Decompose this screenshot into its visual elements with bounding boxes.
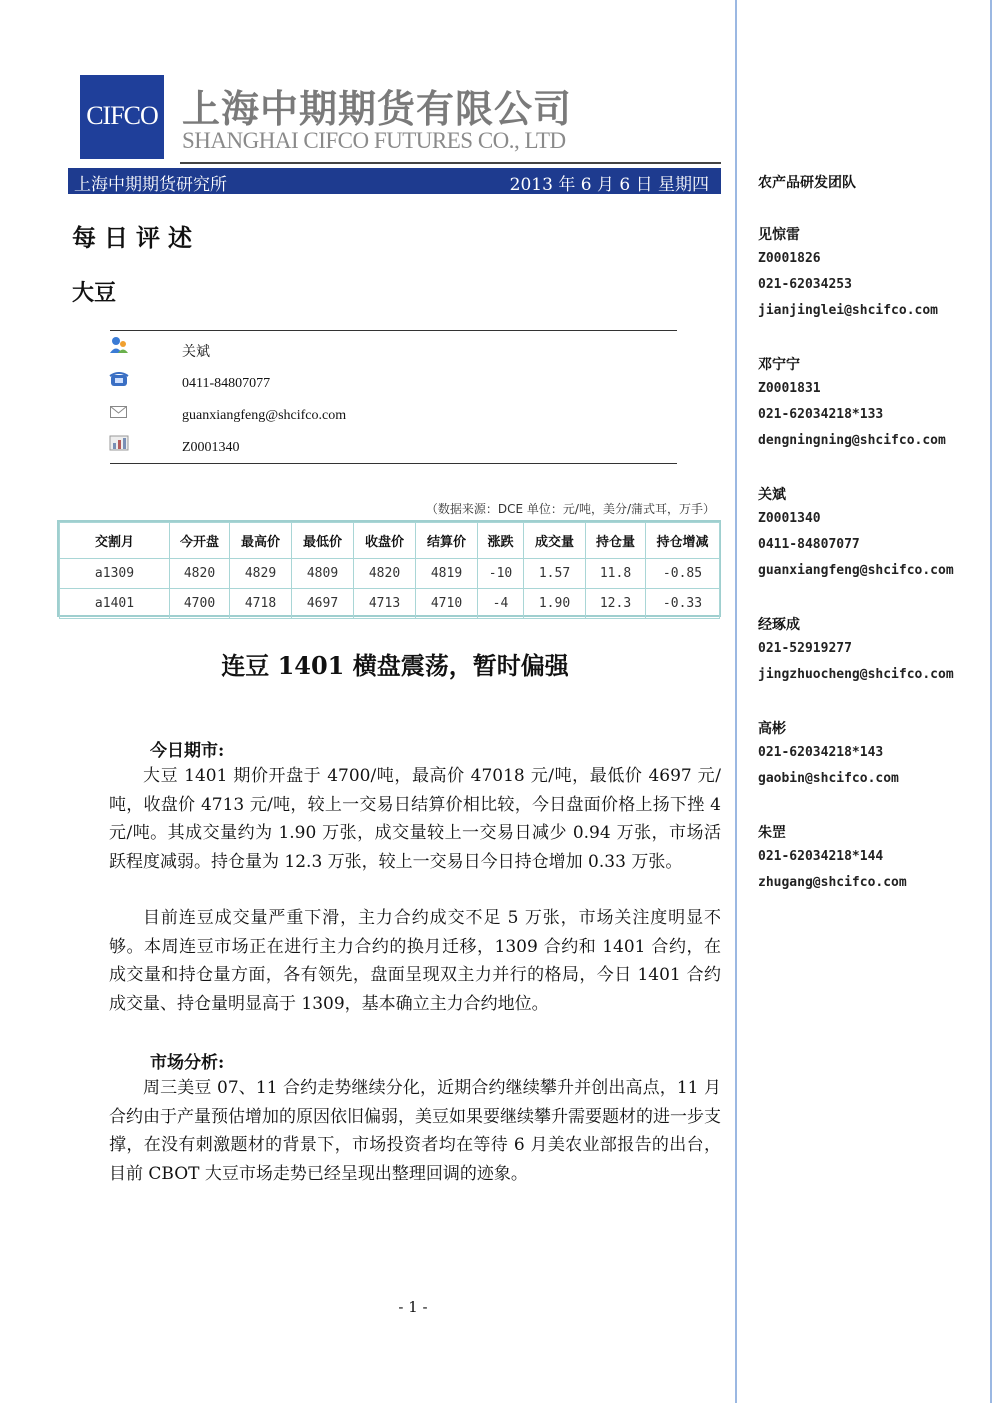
commodity-title: 大豆	[72, 280, 117, 306]
table-cell: -10	[478, 559, 524, 589]
header-bar	[68, 168, 721, 194]
team-member-name: 关斌	[758, 487, 786, 503]
logo-text: CIFCO	[86, 101, 158, 130]
team-member-name: 见惊雷	[758, 227, 800, 243]
table-cell: a1401	[60, 589, 170, 619]
table-header: 结算价	[416, 523, 478, 559]
table-header: 成交量	[524, 523, 586, 559]
table-header-row	[60, 523, 720, 559]
table-cell: 1.57	[524, 559, 586, 589]
table-cell: -0.85	[646, 559, 720, 589]
table-header: 今开盘	[170, 523, 230, 559]
team-member-phone: 0411-84807077	[758, 537, 860, 552]
company-name-cn: 上海中期期货有限公司	[182, 87, 573, 131]
table-cell: 4820	[354, 559, 416, 589]
table-row	[60, 589, 720, 619]
subheading-today: 今日期市:	[150, 741, 225, 761]
team-member-name: 高彬	[758, 721, 786, 737]
table-cell: 4809	[292, 559, 354, 589]
company-logo	[80, 75, 164, 159]
table-header: 涨跌	[478, 523, 524, 559]
analyst-name: 关斌	[182, 345, 210, 360]
table-cell: a1309	[60, 559, 170, 589]
table-cell: 4713	[354, 589, 416, 619]
table-cell: 4820	[170, 559, 230, 589]
table-header: 收盘价	[354, 523, 416, 559]
team-member-name: 经琢成	[758, 617, 800, 633]
team-member-email[interactable]: jianjinglei@shcifco.com	[758, 303, 939, 318]
team-member-license: Z0001826	[758, 251, 821, 266]
team-sidebar	[735, 0, 992, 1403]
team-member-phone: 021-62034218*143	[758, 745, 884, 760]
table-cell: 4710	[416, 589, 478, 619]
institute-name: 上海中期期货研究所	[74, 175, 227, 195]
person-icon	[109, 336, 129, 352]
table-cell: 4819	[416, 559, 478, 589]
table-source-note: （数据来源：DCE 单位：元/吨，美分/蒲式耳，万手）	[425, 502, 715, 516]
paragraph-today: 大豆 1401 期价开盘于 4700/吨，最高价 47018 元/吨，最低价 4697 元/吨，收盘价 4713 元/吨，较上一交易日结算价相比较，今日盘面价格上扬下挫 4 元/吨。其成交量约为 1.90 万张，成交量较上一交易日减少 0.94 万张，市场活跃程度减弱。持仓量为 12.3 万张，较上一交易日今日持仓增加 0.33 万张。	[109, 766, 721, 873]
team-member-phone: 021-52919277	[758, 641, 852, 656]
email-icon	[109, 404, 129, 420]
table-cell: 4829	[230, 559, 292, 589]
team-member-license: Z0001831	[758, 381, 821, 396]
quote-table	[57, 520, 721, 617]
paragraph-analysis: 周三美豆 07、11 合约走势继续分化，近期合约继续攀升并创出高点，11 月合约由于产量预估增加的原因依旧偏弱，美豆如果要继续攀升需要题材的进一步支撑，在没有刺激题材的背景下，市场投资者均在等待 6 月美农业部报告的出台，目前 CBOT 大豆市场走势已经呈现出整理回调的迹象。	[109, 1078, 721, 1185]
table-cell: 4700	[170, 589, 230, 619]
team-member-email[interactable]: guanxiangfeng@shcifco.com	[758, 563, 954, 578]
report-date: 2013 年 6 月 6 日 星期四	[509, 175, 709, 195]
analyst-license: Z0001340	[182, 440, 240, 455]
table-header: 交割月	[60, 523, 170, 559]
table-header: 持仓量	[586, 523, 646, 559]
table-header: 持仓增减	[646, 523, 720, 559]
team-member-email[interactable]: zhugang@shcifco.com	[758, 875, 907, 890]
card-divider-bottom	[110, 463, 677, 464]
team-member-phone: 021-62034218*133	[758, 407, 884, 422]
team-member-email[interactable]: jingzhuocheng@shcifco.com	[758, 667, 954, 682]
table-cell: 11.8	[586, 559, 646, 589]
analyst-phone: 0411-84807077	[182, 376, 271, 391]
header-divider	[180, 162, 721, 164]
chart-icon	[109, 435, 129, 451]
table-cell: -0.33	[646, 589, 720, 619]
team-member-phone: 021-62034218*144	[758, 849, 884, 864]
team-member-email[interactable]: gaobin@shcifco.com	[758, 771, 899, 786]
phone-icon	[109, 372, 129, 388]
company-name-en: SHANGHAI CIFCO FUTURES CO., LTD	[182, 128, 566, 153]
team-member-phone: 021-62034253	[758, 277, 852, 292]
analyst-email[interactable]: guanxiangfeng@shcifco.com	[182, 408, 347, 423]
table-cell: 12.3	[586, 589, 646, 619]
table-cell: 4697	[292, 589, 354, 619]
table-cell: 4718	[230, 589, 292, 619]
table-header: 最低价	[292, 523, 354, 559]
sidebar-title: 农产品研发团队	[758, 175, 856, 191]
section-title: 每日评述	[72, 223, 200, 252]
team-member-name: 邓宁宁	[758, 357, 800, 373]
table-cell: 1.90	[524, 589, 586, 619]
table-row	[60, 559, 720, 589]
paragraph-volume: 目前连豆成交量严重下滑，主力合约成交不足 5 万张，市场关注度明显不够。本周连豆市场正在进行主力合约的换月迁移，1309 合约和 1401 合约，在成交量和持仓量方面，各有领先，盘面呈现双主力并行的格局，今日 1401 合约成交量、持仓量明显高于 1309，基本确立主力合约地位。	[109, 908, 721, 1015]
page-number: - 1 -	[398, 1298, 428, 1316]
card-divider-top	[110, 330, 677, 331]
table-cell: -4	[478, 589, 524, 619]
table-header: 最高价	[230, 523, 292, 559]
team-member-email[interactable]: dengningning@shcifco.com	[758, 433, 946, 448]
team-member-name: 朱罡	[758, 825, 786, 841]
subheading-analysis: 市场分析:	[150, 1053, 225, 1073]
team-member-license: Z0001340	[758, 511, 821, 526]
report-headline: 连豆 1401 横盘震荡，暂时偏强	[221, 651, 569, 680]
